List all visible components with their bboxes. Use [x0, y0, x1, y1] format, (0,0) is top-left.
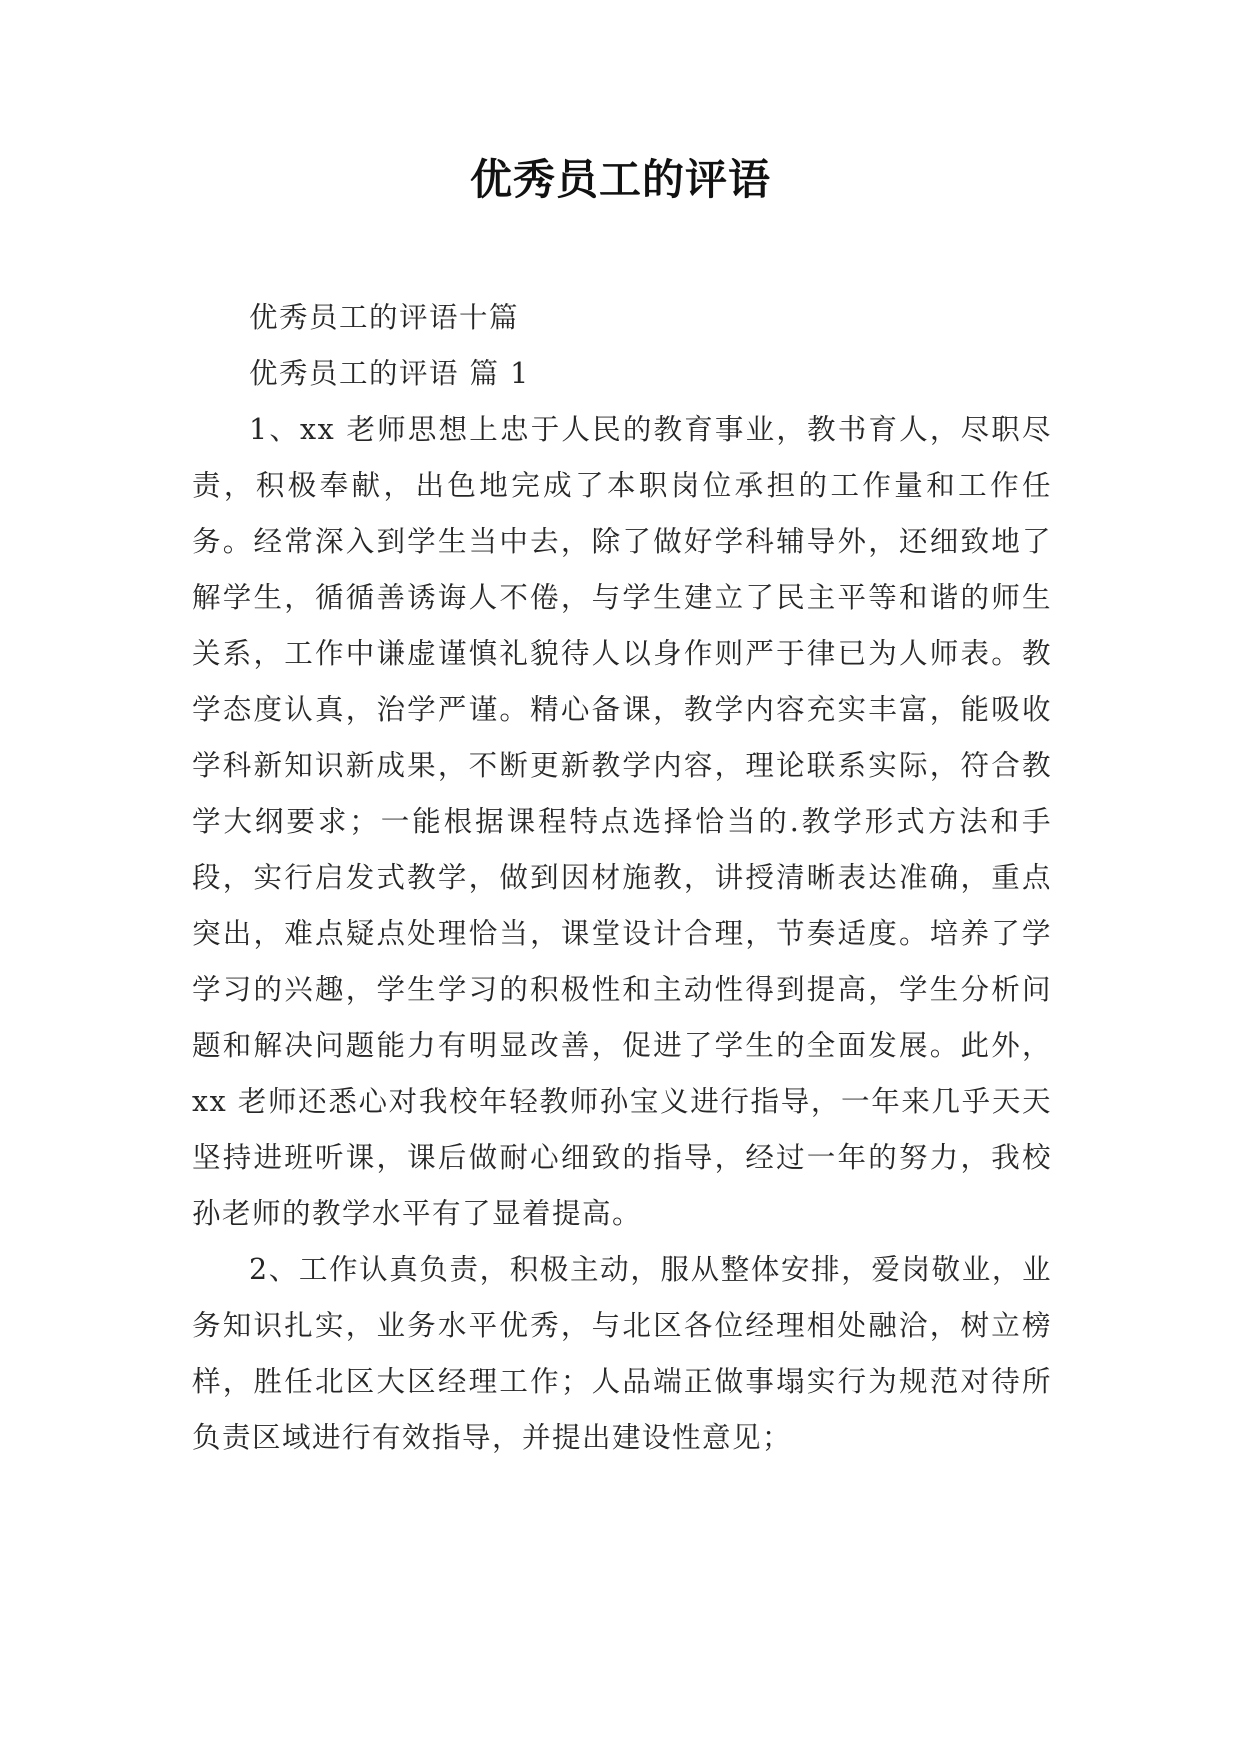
paragraph-1: 1、xx 老师思想上忠于人民的教育事业，教书育人，尽职尽责，积极奉献，出色地完成了本职岗位承担的工作量和工作任务。经常深入到学生当中去，除了做好学科辅导外，还细致地了解学生，循循善诱诲人不倦，与学生建立了民主平等和谐的师生关系，工作中谦虚谨慎礼貌待人以身作则严于律已为人师表。教学态度认真，治学严谨。精心备课，教学内容充实丰富，能吸收学科新知识新成果，不断更新教学内容，理论联系实际，符合教学大纲要求；一能根据课程特点选择恰当的.教学形式方法和手段，实行启发式教学，做到因材施教，讲授清晰表达准确，重点突出，难点疑点处理恰当，课堂设计合理，节奏适度。培养了学学习的兴趣，学生学习的积极性和主动性得到提高，学生分析问题和解决问题能力有明显改善，促进了学生的全面发展。此外，xx 老师还悉心对我校年轻教师孙宝义进行指导，一年来几乎天天坚持进班听课，课后做耐心细致的指导，经过一年的努力，我校孙老师的教学水平有了显着提高。: [192, 413, 1052, 1230]
document-subtitle: 优秀员工的评语十篇: [249, 301, 520, 334]
section-heading: 优秀员工的评语 篇 1: [249, 357, 530, 390]
document-title: 优秀员工的评语: [469, 155, 771, 204]
paragraph-2: 2、工作认真负责，积极主动，服从整体安排，爱岗敬业，业务知识扎实，业务水平优秀，与北区各位经理相处融洽，树立榜样，胜任北区大区经理工作；人品端正做事塌实行为规范对待所负责区域进行有效指导，并提出建设性意见；: [192, 1253, 1052, 1454]
document-body: [192, 290, 1052, 1466]
